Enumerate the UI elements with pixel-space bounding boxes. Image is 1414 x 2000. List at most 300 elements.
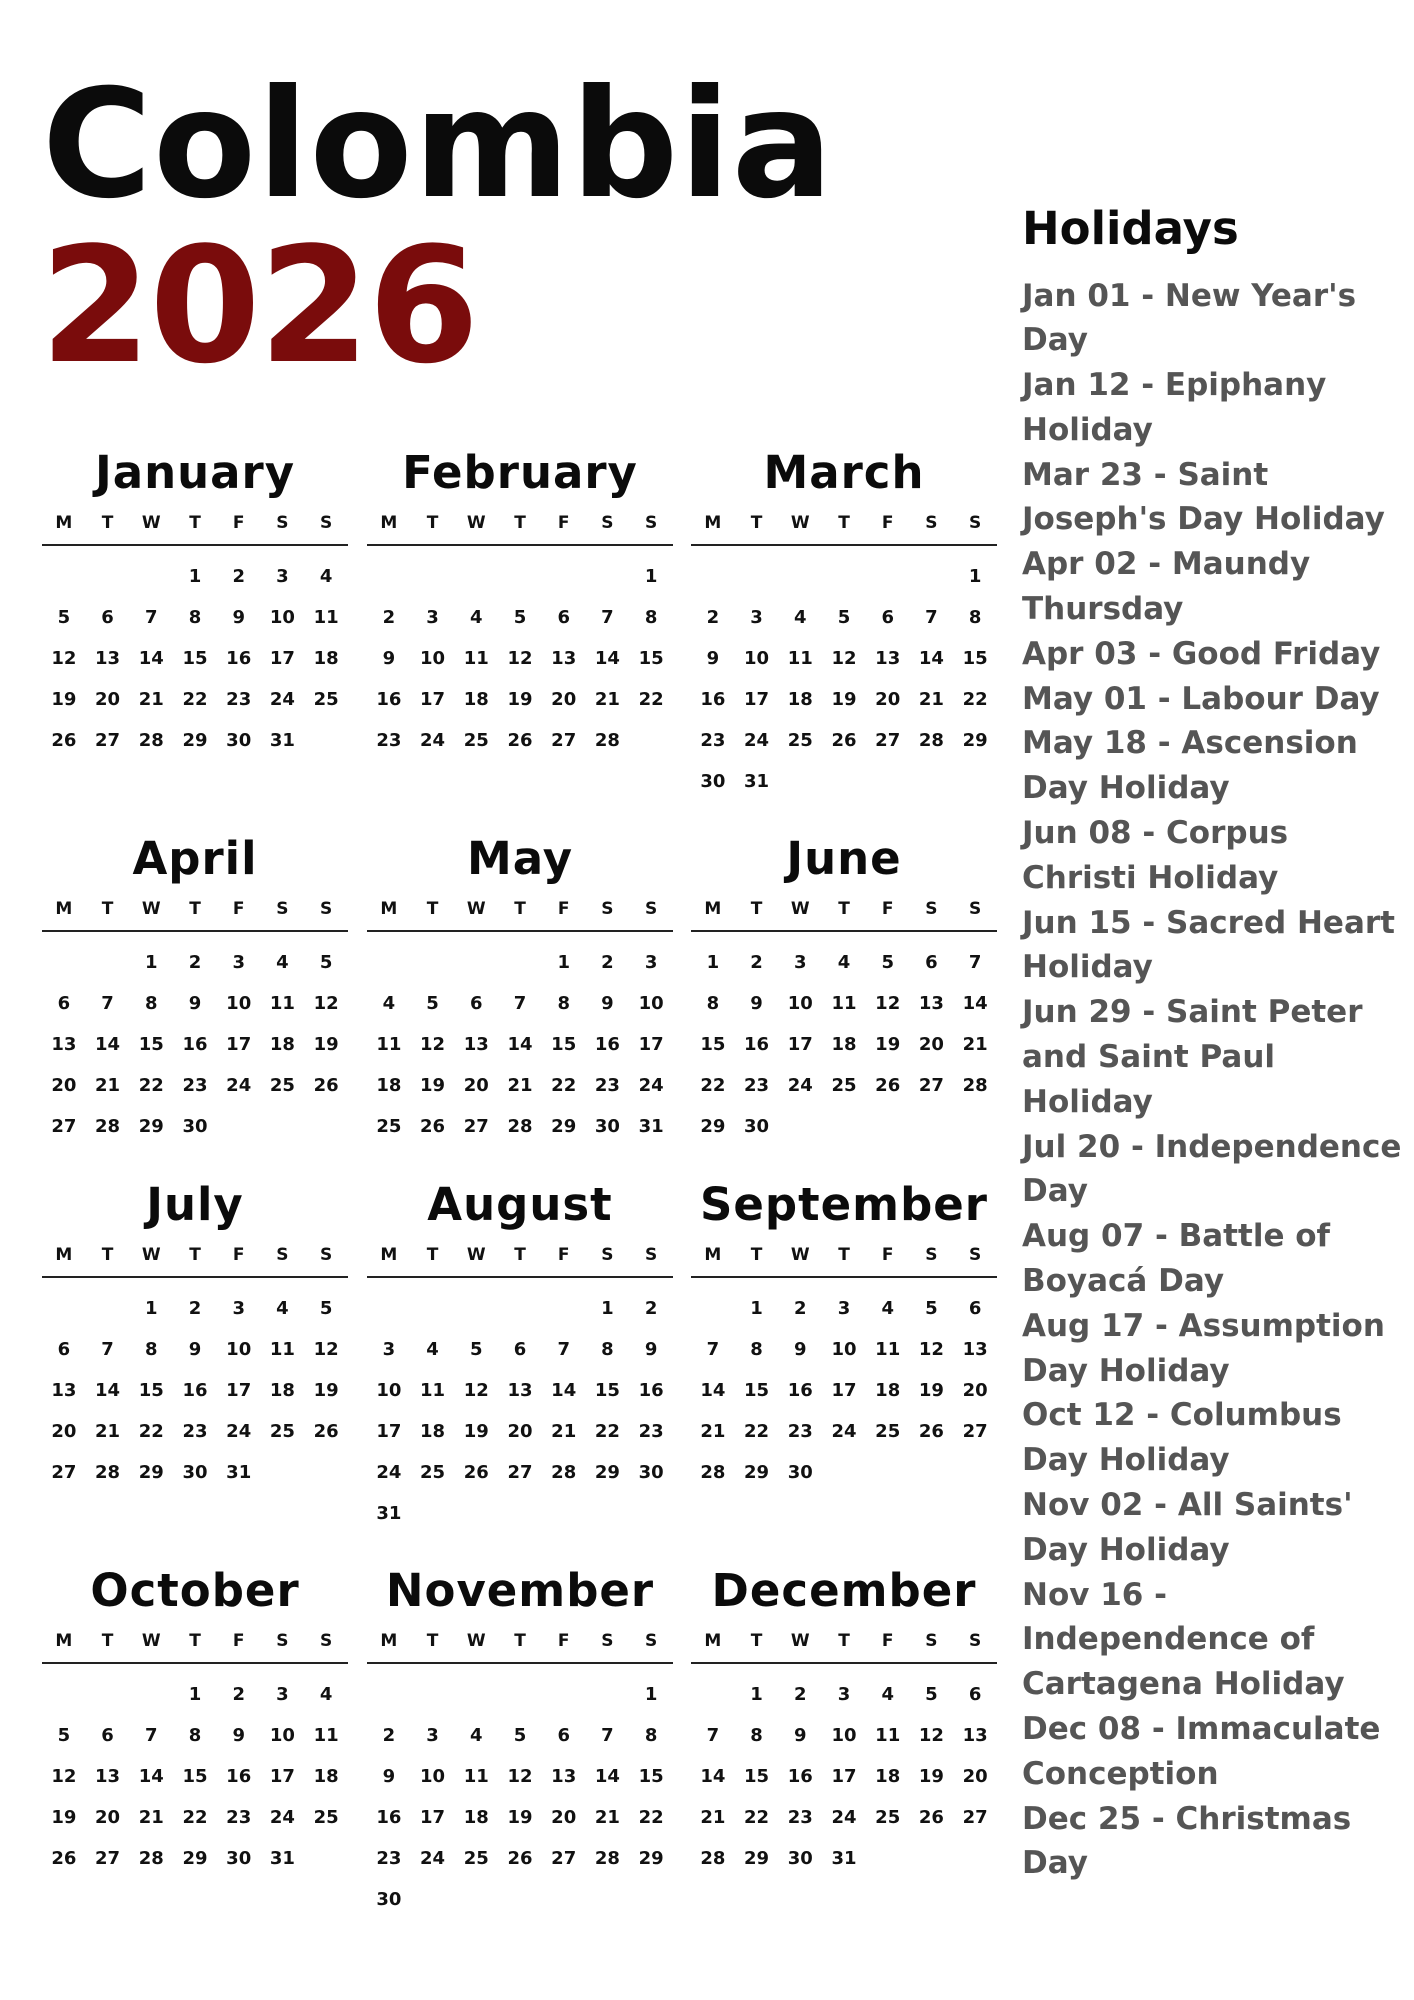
day-cell: 21	[962, 1034, 988, 1055]
day-cell: 4	[470, 1725, 483, 1746]
day-cell: 9	[794, 1725, 807, 1746]
weekday-label: S	[276, 513, 289, 533]
day-cell: 7	[706, 1725, 720, 1746]
weekday-label: S	[601, 1245, 614, 1265]
day-cell: 8	[145, 1339, 158, 1360]
weekday-label: T	[838, 513, 850, 533]
day-cell: 29	[594, 1462, 620, 1483]
day-cell: 20	[962, 1766, 988, 1787]
weekday-label: M	[704, 1631, 722, 1651]
day-cell: 11	[269, 993, 295, 1014]
day-cell: 31	[638, 1116, 664, 1137]
day-cell: 18	[313, 648, 339, 669]
day-cell: 30	[226, 730, 252, 751]
day-cell: 29	[744, 1462, 770, 1483]
day-cell: 25	[269, 1421, 295, 1442]
day-cell: 22	[594, 1421, 620, 1442]
empty-day-cell	[367, 1674, 411, 1715]
day-cell: 8	[968, 607, 982, 628]
weekday-label: M	[704, 513, 722, 533]
day-cell: 20	[95, 689, 121, 710]
day-cell: 31	[226, 1462, 252, 1483]
weekday-label: M	[704, 899, 722, 919]
day-cell: 1	[644, 1684, 658, 1705]
day-cell: 20	[51, 1421, 77, 1442]
day-cell: 3	[276, 1684, 289, 1705]
weekday-label: T	[750, 513, 763, 533]
day-cell: 23	[182, 1421, 208, 1442]
day-cell: 14	[138, 1766, 164, 1787]
day-cell: 13	[51, 1034, 77, 1055]
day-cell: 11	[787, 648, 813, 669]
weekday-label: F	[881, 899, 894, 919]
day-cell: 14	[551, 1380, 577, 1401]
day-cell: 13	[95, 1766, 121, 1787]
weekday-label: W	[790, 1245, 810, 1265]
day-cell: 28	[138, 1848, 164, 1869]
day-cell: 24	[831, 1807, 857, 1828]
day-cell: 26	[507, 730, 533, 751]
day-cell: 12	[463, 1380, 489, 1401]
day-cell: 2	[644, 1298, 658, 1319]
day-cell: 29	[551, 1116, 577, 1137]
month-february	[367, 446, 673, 761]
day-grid	[367, 556, 673, 761]
weekday-label: T	[101, 1631, 114, 1651]
weekday-label: F	[557, 1631, 570, 1651]
day-cell: 18	[269, 1034, 295, 1055]
weekday-label: T	[426, 1245, 439, 1265]
day-cell: 30	[594, 1116, 620, 1137]
day-cell: 1	[145, 1298, 158, 1319]
day-cell: 6	[101, 607, 114, 628]
day-cell: 25	[463, 1848, 489, 1869]
day-cell: 1	[968, 566, 982, 587]
day-cell: 21	[594, 689, 620, 710]
day-cell: 26	[875, 1075, 901, 1096]
day-cell: 9	[794, 1339, 807, 1360]
day-cell: 22	[744, 1807, 770, 1828]
day-cell: 9	[382, 1766, 396, 1787]
day-cell: 17	[744, 689, 770, 710]
weekday-label: S	[645, 513, 658, 533]
weekday-label: S	[645, 899, 658, 919]
weekday-header	[42, 1630, 348, 1664]
day-cell: 17	[226, 1034, 252, 1055]
day-cell: 2	[750, 952, 763, 973]
day-cell: 10	[744, 648, 770, 669]
day-cell: 24	[420, 1848, 446, 1869]
day-cell: 4	[837, 952, 851, 973]
day-cell: 19	[420, 1075, 446, 1096]
weekday-label: W	[790, 899, 810, 919]
day-cell: 22	[138, 1421, 164, 1442]
day-cell: 29	[182, 1848, 208, 1869]
weekday-label: F	[232, 513, 245, 533]
day-cell: 30	[376, 1889, 402, 1910]
empty-day-cell	[498, 556, 542, 597]
day-cell: 3	[750, 607, 763, 628]
day-cell: 10	[226, 1339, 252, 1360]
empty-day-cell	[866, 556, 910, 597]
day-cell: 14	[700, 1766, 726, 1787]
weekday-label: T	[101, 513, 114, 533]
empty-day-cell	[691, 1674, 735, 1715]
day-cell: 3	[232, 952, 245, 973]
day-cell: 9	[188, 993, 202, 1014]
weekday-label: S	[601, 513, 614, 533]
day-cell: 17	[269, 1766, 295, 1787]
day-cell: 25	[420, 1462, 446, 1483]
day-cell: 14	[594, 648, 620, 669]
month-december	[691, 1564, 997, 1879]
weekday-label: T	[189, 899, 201, 919]
day-cell: 2	[382, 607, 396, 628]
day-cell: 22	[962, 689, 988, 710]
day-cell: 8	[750, 1339, 763, 1360]
day-cell: 23	[376, 1848, 402, 1869]
day-cell: 8	[644, 607, 658, 628]
day-cell: 21	[700, 1807, 726, 1828]
day-cell: 7	[557, 1339, 570, 1360]
day-cell: 26	[51, 1848, 77, 1869]
empty-day-cell	[42, 556, 86, 597]
day-cell: 7	[145, 1725, 158, 1746]
day-cell: 30	[744, 1116, 770, 1137]
day-cell: 16	[787, 1766, 813, 1787]
day-cell: 3	[794, 952, 807, 973]
empty-day-cell	[411, 942, 455, 983]
weekday-label: F	[232, 1631, 245, 1651]
day-cell: 15	[182, 648, 208, 669]
day-cell: 2	[188, 1298, 202, 1319]
day-cell: 13	[507, 1380, 533, 1401]
day-cell: 12	[831, 648, 857, 669]
day-cell: 8	[644, 1725, 658, 1746]
weekday-header	[42, 512, 348, 546]
weekday-label: T	[750, 899, 763, 919]
day-cell: 24	[831, 1421, 857, 1442]
day-cell: 17	[226, 1380, 252, 1401]
weekday-label: T	[189, 513, 201, 533]
day-cell: 17	[376, 1421, 402, 1442]
day-cell: 17	[269, 648, 295, 669]
month-october	[42, 1564, 348, 1879]
day-cell: 11	[269, 1339, 295, 1360]
day-cell: 8	[188, 607, 202, 628]
day-cell: 28	[962, 1075, 988, 1096]
day-cell: 12	[875, 993, 901, 1014]
day-cell: 31	[269, 730, 295, 751]
weekday-label: T	[426, 899, 439, 919]
day-cell: 25	[313, 689, 339, 710]
weekday-label: T	[750, 1631, 763, 1651]
weekday-label: W	[466, 513, 486, 533]
day-cell: 3	[837, 1684, 851, 1705]
day-cell: 1	[557, 952, 570, 973]
day-cell: 15	[138, 1034, 164, 1055]
empty-day-cell	[86, 1288, 130, 1329]
day-cell: 18	[420, 1421, 446, 1442]
day-cell: 18	[875, 1380, 901, 1401]
day-cell: 13	[551, 1766, 577, 1787]
empty-day-cell	[735, 556, 779, 597]
day-cell: 28	[594, 1848, 620, 1869]
weekday-label: T	[838, 899, 850, 919]
month-september	[691, 1178, 997, 1493]
weekday-label: W	[466, 899, 486, 919]
empty-day-cell	[129, 1674, 173, 1715]
weekday-label: F	[557, 513, 570, 533]
day-cell: 28	[594, 730, 620, 751]
weekday-label: S	[320, 1245, 333, 1265]
day-cell: 27	[875, 730, 901, 751]
day-cell: 17	[831, 1380, 857, 1401]
day-cell: 7	[513, 993, 527, 1014]
month-name: February	[402, 446, 638, 499]
day-cell: 5	[925, 1684, 938, 1705]
day-cell: 14	[95, 1380, 121, 1401]
day-cell: 24	[744, 730, 770, 751]
day-cell: 20	[95, 1807, 121, 1828]
day-cell: 29	[744, 1848, 770, 1869]
weekday-label: T	[189, 1631, 201, 1651]
day-cell: 11	[313, 607, 339, 628]
day-cell: 17	[420, 689, 446, 710]
day-cell: 3	[276, 566, 289, 587]
day-cell: 20	[962, 1380, 988, 1401]
weekday-label: M	[380, 899, 398, 919]
day-cell: 5	[513, 1725, 527, 1746]
day-cell: 24	[787, 1075, 813, 1096]
day-cell: 13	[962, 1725, 988, 1746]
empty-day-cell	[367, 942, 411, 983]
day-cell: 7	[101, 993, 114, 1014]
day-cell: 16	[182, 1034, 208, 1055]
day-cell: 14	[918, 648, 944, 669]
day-cell: 6	[101, 1725, 114, 1746]
day-cell: 21	[918, 689, 944, 710]
holiday-item: Mar 23 - Saint Joseph's Day Holiday	[1022, 456, 1385, 538]
day-cell: 28	[95, 1462, 121, 1483]
day-cell: 22	[138, 1075, 164, 1096]
calendar-title-year: 2026	[40, 212, 478, 399]
month-january	[42, 446, 348, 761]
day-cell: 10	[376, 1380, 402, 1401]
day-grid	[367, 1674, 673, 1920]
empty-day-cell	[498, 1288, 542, 1329]
day-cell: 1	[188, 566, 202, 587]
day-cell: 16	[182, 1380, 208, 1401]
empty-day-cell	[778, 556, 822, 597]
day-cell: 7	[601, 1725, 614, 1746]
empty-day-cell	[454, 1674, 498, 1715]
day-cell: 6	[881, 607, 894, 628]
day-cell: 25	[376, 1116, 402, 1137]
weekday-label: W	[790, 513, 810, 533]
holiday-item: Nov 16 - Independence of Cartagena Holiday	[1022, 1576, 1345, 1703]
weekday-header	[42, 898, 348, 932]
empty-day-cell	[129, 556, 173, 597]
day-cell: 14	[962, 993, 988, 1014]
day-cell: 10	[831, 1339, 857, 1360]
day-cell: 31	[376, 1503, 402, 1524]
month-name: March	[763, 446, 925, 499]
day-grid	[691, 1674, 997, 1879]
day-cell: 18	[313, 1766, 339, 1787]
day-cell: 9	[232, 607, 245, 628]
day-cell: 9	[750, 993, 763, 1014]
weekday-label: F	[232, 899, 245, 919]
weekday-label: M	[55, 1245, 73, 1265]
day-cell: 19	[313, 1380, 339, 1401]
holiday-item: Jun 15 - Sacred Heart Holiday	[1022, 904, 1395, 986]
day-cell: 7	[145, 607, 158, 628]
day-cell: 26	[313, 1075, 339, 1096]
day-cell: 15	[744, 1766, 770, 1787]
day-grid	[367, 942, 673, 1147]
day-cell: 28	[138, 730, 164, 751]
day-cell: 6	[57, 993, 71, 1014]
day-cell: 26	[313, 1421, 339, 1442]
day-cell: 31	[744, 771, 770, 792]
day-cell: 28	[700, 1848, 726, 1869]
day-cell: 8	[601, 1339, 614, 1360]
weekday-label: T	[514, 1245, 526, 1265]
day-cell: 11	[376, 1034, 402, 1055]
day-grid	[691, 1288, 997, 1493]
day-cell: 5	[57, 607, 71, 628]
day-grid	[42, 1288, 348, 1493]
day-cell: 21	[95, 1421, 121, 1442]
empty-day-cell	[542, 556, 586, 597]
day-cell: 11	[463, 1766, 489, 1787]
holiday-list	[1022, 274, 1402, 1887]
day-cell: 11	[831, 993, 857, 1014]
weekday-label: S	[320, 1631, 333, 1651]
day-cell: 3	[644, 952, 658, 973]
day-cell: 20	[551, 1807, 577, 1828]
weekday-label: W	[141, 899, 161, 919]
holiday-item: Jun 29 - Saint Peter and Saint Paul Holiday	[1022, 994, 1363, 1120]
day-cell: 30	[787, 1462, 813, 1483]
month-name: May	[466, 832, 574, 885]
day-cell: 1	[188, 1684, 202, 1705]
day-cell: 2	[706, 607, 720, 628]
holiday-item: Aug 07 - Battle of Boyacá Day	[1022, 1218, 1331, 1300]
day-cell: 10	[420, 1766, 446, 1787]
day-cell: 31	[269, 1848, 295, 1869]
weekday-label: W	[790, 1631, 810, 1651]
day-cell: 27	[962, 1807, 988, 1828]
month-name: April	[132, 832, 258, 885]
day-cell: 2	[794, 1684, 807, 1705]
day-cell: 26	[918, 1807, 944, 1828]
day-cell: 30	[182, 1116, 208, 1137]
day-cell: 2	[382, 1725, 396, 1746]
day-cell: 26	[463, 1462, 489, 1483]
day-cell: 20	[507, 1421, 533, 1442]
day-cell: 27	[551, 730, 577, 751]
day-cell: 30	[700, 771, 726, 792]
day-cell: 12	[313, 993, 339, 1014]
day-cell: 16	[226, 648, 252, 669]
day-cell: 4	[881, 1298, 894, 1319]
day-cell: 3	[426, 607, 439, 628]
day-cell: 14	[95, 1034, 121, 1055]
weekday-label: M	[380, 1631, 398, 1651]
day-cell: 29	[700, 1116, 726, 1137]
day-cell: 27	[95, 730, 121, 751]
day-cell: 19	[463, 1421, 489, 1442]
day-cell: 26	[507, 1848, 533, 1869]
weekday-label: F	[881, 513, 894, 533]
day-cell: 1	[601, 1298, 614, 1319]
day-cell: 10	[831, 1725, 857, 1746]
empty-day-cell	[367, 556, 411, 597]
day-cell: 9	[601, 993, 614, 1014]
day-cell: 7	[706, 1339, 720, 1360]
weekday-label: S	[969, 513, 982, 533]
empty-day-cell	[691, 556, 735, 597]
day-cell: 21	[700, 1421, 726, 1442]
day-cell: 14	[507, 1034, 533, 1055]
day-cell: 28	[95, 1116, 121, 1137]
holiday-item: Jun 08 - Corpus Christi Holiday	[1022, 815, 1289, 896]
empty-day-cell	[86, 942, 130, 983]
day-cell: 18	[269, 1380, 295, 1401]
day-cell: 11	[875, 1725, 901, 1746]
weekday-label: W	[141, 513, 161, 533]
month-name: January	[94, 446, 296, 499]
day-cell: 21	[138, 689, 164, 710]
day-cell: 27	[51, 1116, 77, 1137]
day-cell: 16	[638, 1380, 664, 1401]
day-cell: 27	[507, 1462, 533, 1483]
day-cell: 27	[551, 1848, 577, 1869]
day-cell: 14	[700, 1380, 726, 1401]
day-cell: 17	[787, 1034, 813, 1055]
day-cell: 12	[918, 1339, 944, 1360]
day-cell: 24	[269, 689, 295, 710]
day-cell: 12	[507, 1766, 533, 1787]
day-cell: 15	[962, 648, 988, 669]
day-cell: 5	[470, 1339, 483, 1360]
day-grid	[691, 942, 997, 1147]
day-cell: 10	[638, 993, 664, 1014]
day-cell: 20	[918, 1034, 944, 1055]
day-cell: 23	[226, 1807, 252, 1828]
month-name: October	[90, 1564, 300, 1617]
day-cell: 10	[420, 648, 446, 669]
day-cell: 15	[551, 1034, 577, 1055]
holiday-item: Dec 25 - Christmas Day	[1022, 1800, 1352, 1882]
weekday-label: M	[380, 1245, 398, 1265]
month-july	[42, 1178, 348, 1493]
day-cell: 22	[551, 1075, 577, 1096]
day-cell: 22	[182, 689, 208, 710]
day-cell: 9	[188, 1339, 202, 1360]
day-cell: 25	[787, 730, 813, 751]
day-cell: 11	[313, 1725, 339, 1746]
day-cell: 5	[837, 607, 851, 628]
day-cell: 3	[426, 1725, 439, 1746]
weekday-label: T	[101, 1245, 114, 1265]
day-cell: 5	[319, 952, 333, 973]
day-cell: 6	[968, 1684, 982, 1705]
weekday-label: T	[750, 1245, 763, 1265]
empty-day-cell	[411, 556, 455, 597]
